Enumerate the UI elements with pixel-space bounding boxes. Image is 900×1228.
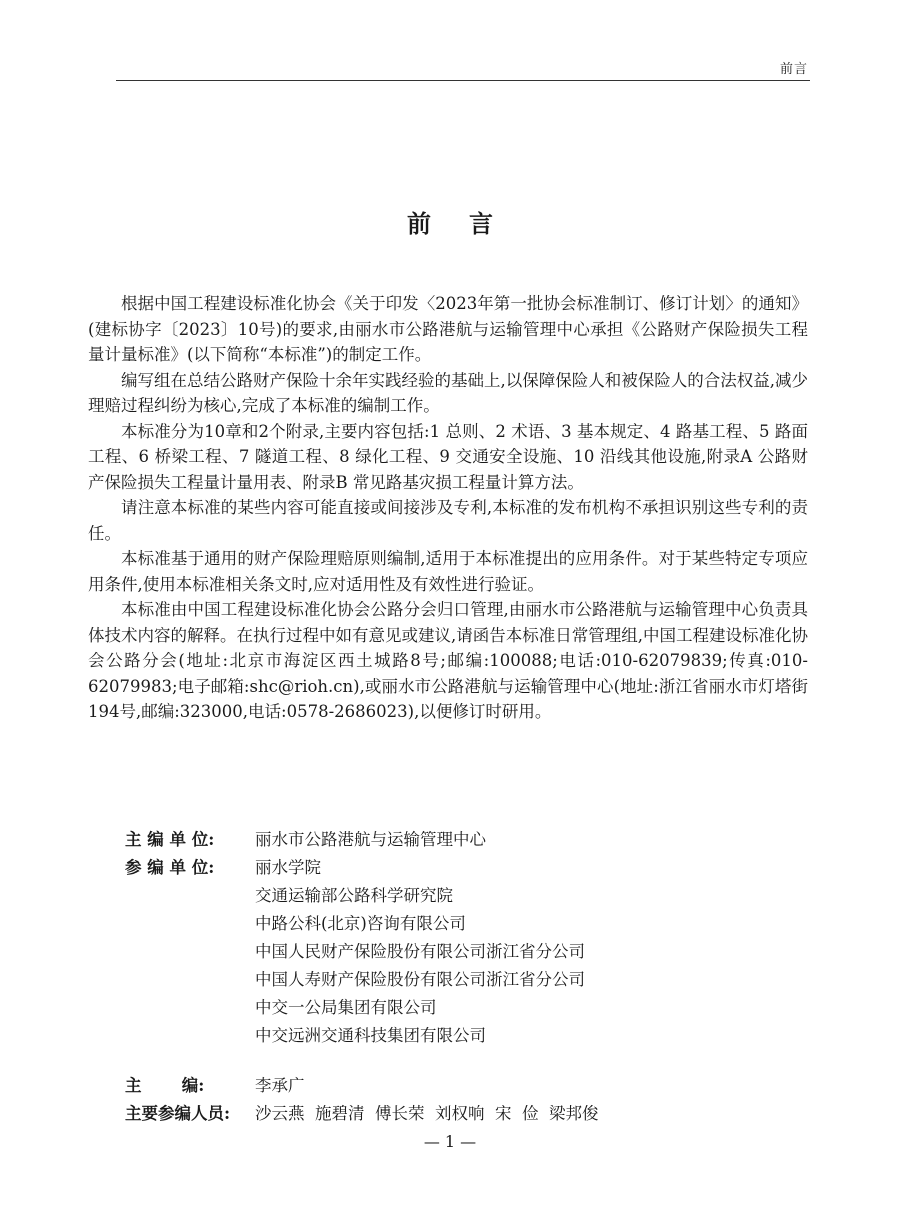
main-editors-row (125, 1100, 745, 1128)
spacer (125, 1050, 745, 1072)
participating-unit: 中路公科(北京)咨询有限公司 (255, 914, 466, 933)
page-number: — 1 — (423, 1132, 477, 1151)
chief-unit: 丽水市公路港航与运输管理中心 (255, 830, 486, 849)
participating-unit: 中国人寿财产保险股份有限公司浙江省分公司 (255, 970, 585, 989)
paragraph: 编写组在总结公路财产保险十余年实践经验的基础上,以保障保险人和被保险人的合法权益,减少理赔过程纠纷为核心,完成了本标准的编制工作。 (88, 370, 808, 415)
running-header: 前言 (779, 62, 808, 77)
participating-unit: 交通运输部公路科学研究院 (255, 886, 453, 905)
chief-editor: 李承广 (255, 1076, 305, 1095)
main-editors-label: 主要参编人员: (125, 1104, 231, 1123)
paragraph: 本标准由中国工程建设标准化协会公路分会归口管理,由丽水市公路港航与运输管理中心负责具体技术内容的解释。在执行过程中如有意见或建议,请函告本标准日常管理组,中国工程建设标准化协会公路分会(地址:北京市海淀区西土城路8号;邮编:100088;电话:010-62079839;传真:010-62079983;电子邮箱:shc@rioh.cn),或丽水市公路港航与运输管理中心(地址:浙江省丽水市灯塔街194号,邮编:323000,电话:0578-2686023),以便修订时研用。 (88, 600, 808, 721)
participating-unit: 中交一公局集团有限公司 (255, 998, 437, 1017)
paragraph: 请注意本标准的某些内容可能直接或间接涉及专利,本标准的发布机构不承担识别这些专利的责任。 (88, 498, 808, 543)
participating-units-list (255, 854, 745, 1050)
paragraph: 本标准分为10章和2个附录,主要内容包括:1 总则、2 术语、3 基本规定、4 路基工程、5 路面工程、6 桥梁工程、7 隧道工程、8 绿化工程、9 交通安全设施、10 沿线其他设施,附录A 公路财产保险损失工程量计量用表、附录B 常见路基灾损工程量计算方法。 (88, 421, 808, 492)
participating-unit: 丽水学院 (255, 858, 321, 877)
paragraph: 本标准基于通用的财产保险理赔原则编制,适用于本标准提出的应用条件。对于某些特定专项应用条件,使用本标准相关条文时,应对适用性及有效性进行验证。 (88, 549, 808, 594)
chief-unit-label: 主 编 单 位: (125, 830, 215, 849)
header-rule (116, 80, 810, 81)
body-text (88, 291, 808, 725)
participating-units-row (125, 854, 745, 1050)
credits-block (125, 826, 745, 1128)
chief-editor-row (125, 1072, 745, 1100)
participating-unit: 中国人民财产保险股份有限公司浙江省分公司 (255, 942, 585, 961)
chief-unit-row (125, 826, 745, 854)
participating-units-label: 参 编 单 位: (125, 858, 215, 877)
chief-editor-label: 主 编: (125, 1076, 205, 1095)
page-title: 前言 (407, 209, 531, 238)
participating-unit: 中交远洲交通科技集团有限公司 (255, 1026, 486, 1045)
paragraph: 根据中国工程建设标准化协会《关于印发〈2023年第一批协会标准制订、修订计划〉的通知》(建标协字〔2023〕10号)的要求,由丽水市公路港航与运输管理中心承担《公路财产保险损失工程量计量标准》(以下简称“本标准”)的制定工作。 (88, 294, 808, 364)
main-editors: 沙云燕 施碧清 傅长荣 刘权响 宋 俭 梁邦俊 (255, 1104, 599, 1123)
